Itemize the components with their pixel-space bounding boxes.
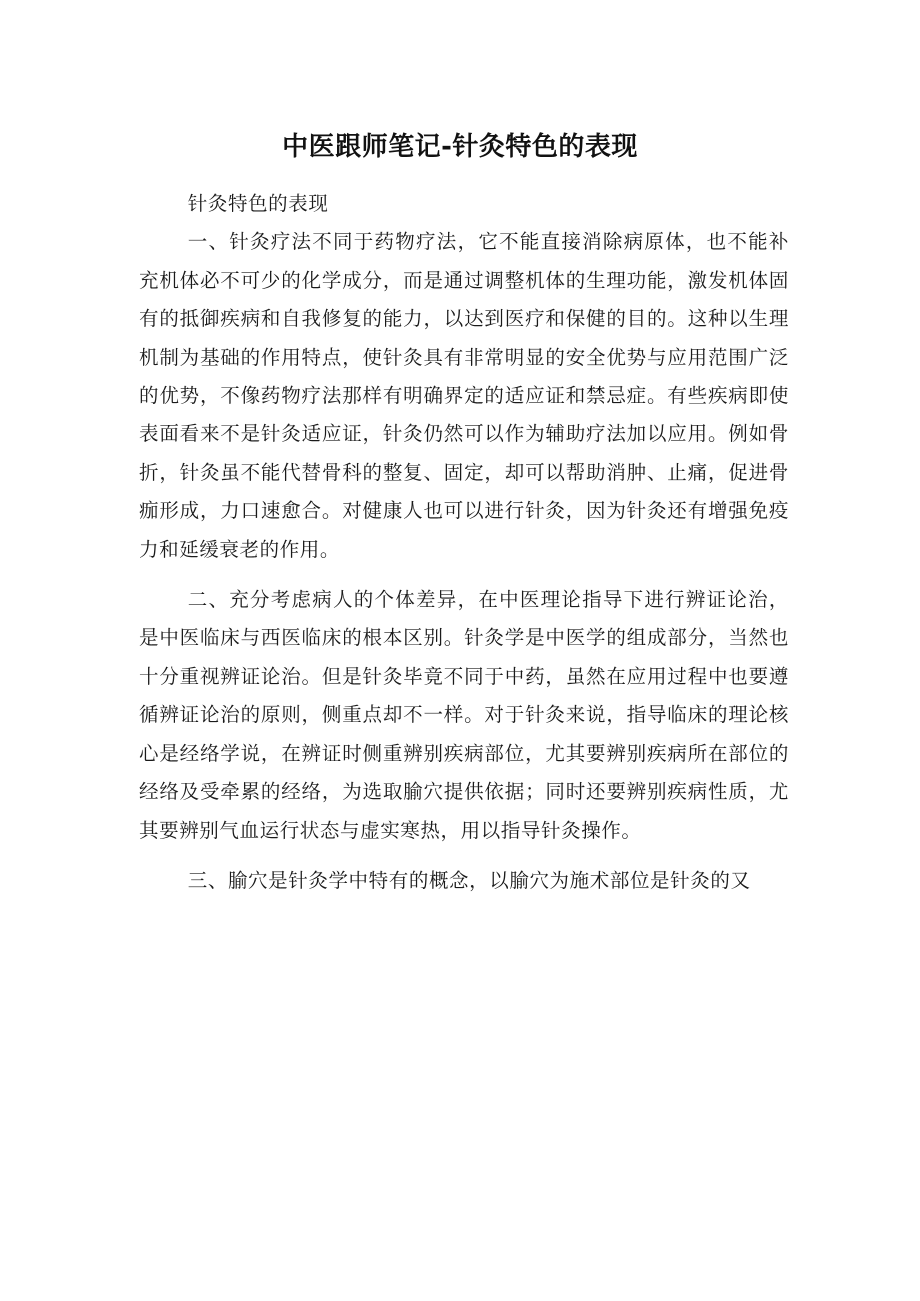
paragraph-1: 一、针灸疗法不同于药物疗法，它不能直接消除病原体，也不能补充机体必不可少的化学成分，而是通过调整机体的生理功能，激发机体固有的抵御疾病和自我修复的能力，以达到医疗和保健的目的。这种以生理机制为基础的作用特点，使针灸具有非常明显的安全优势与应用范围广泛的优势，不像药物疗法那样有明确界定的适应证和禁忌症。有些疾病即使表面看来不是针灸适应证，针灸仍然可以作为辅助疗法加以应用。例如骨折，针灸虽不能代替骨科的整复、固定，却可以帮助消肿、止痛，促进骨痂形成，力口速愈合。对健康人也可以进行针灸，因为针灸还有增强免疫力和延缓衰老的作用。 xyxy=(139,230,789,561)
paragraph-2: 二、充分考虑病人的个体差异，在中医理论指导下进行辨证论治，是中医临床与西医临床的根本区别。针灸学是中医学的组成部分，当然也十分重视辨证论治。但是针灸毕竟不同于中药，虽然在应用过程中也要遵循辨证论治的原则，侧重点却不一样。对于针灸来说，指导临床的理论核心是经络学说，在辨证时侧重辨别疾病部位，尤其要辨别疾病所在部位的经络及受牵累的经络，为选取腧穴提供依据；同时还要辨别疾病性质，尤其要辨别气血运行状态与虚实寒热，用以指导针灸操作。 xyxy=(139,588,789,842)
document-body xyxy=(139,185,789,900)
paragraph-3: 三、腧穴是针灸学中特有的概念，以腧穴为施术部位是针灸的又 xyxy=(187,868,751,892)
section-subtitle: 针灸特色的表现 xyxy=(187,192,329,215)
document-title: 中医跟师笔记-针灸特色的表现 xyxy=(282,132,638,162)
